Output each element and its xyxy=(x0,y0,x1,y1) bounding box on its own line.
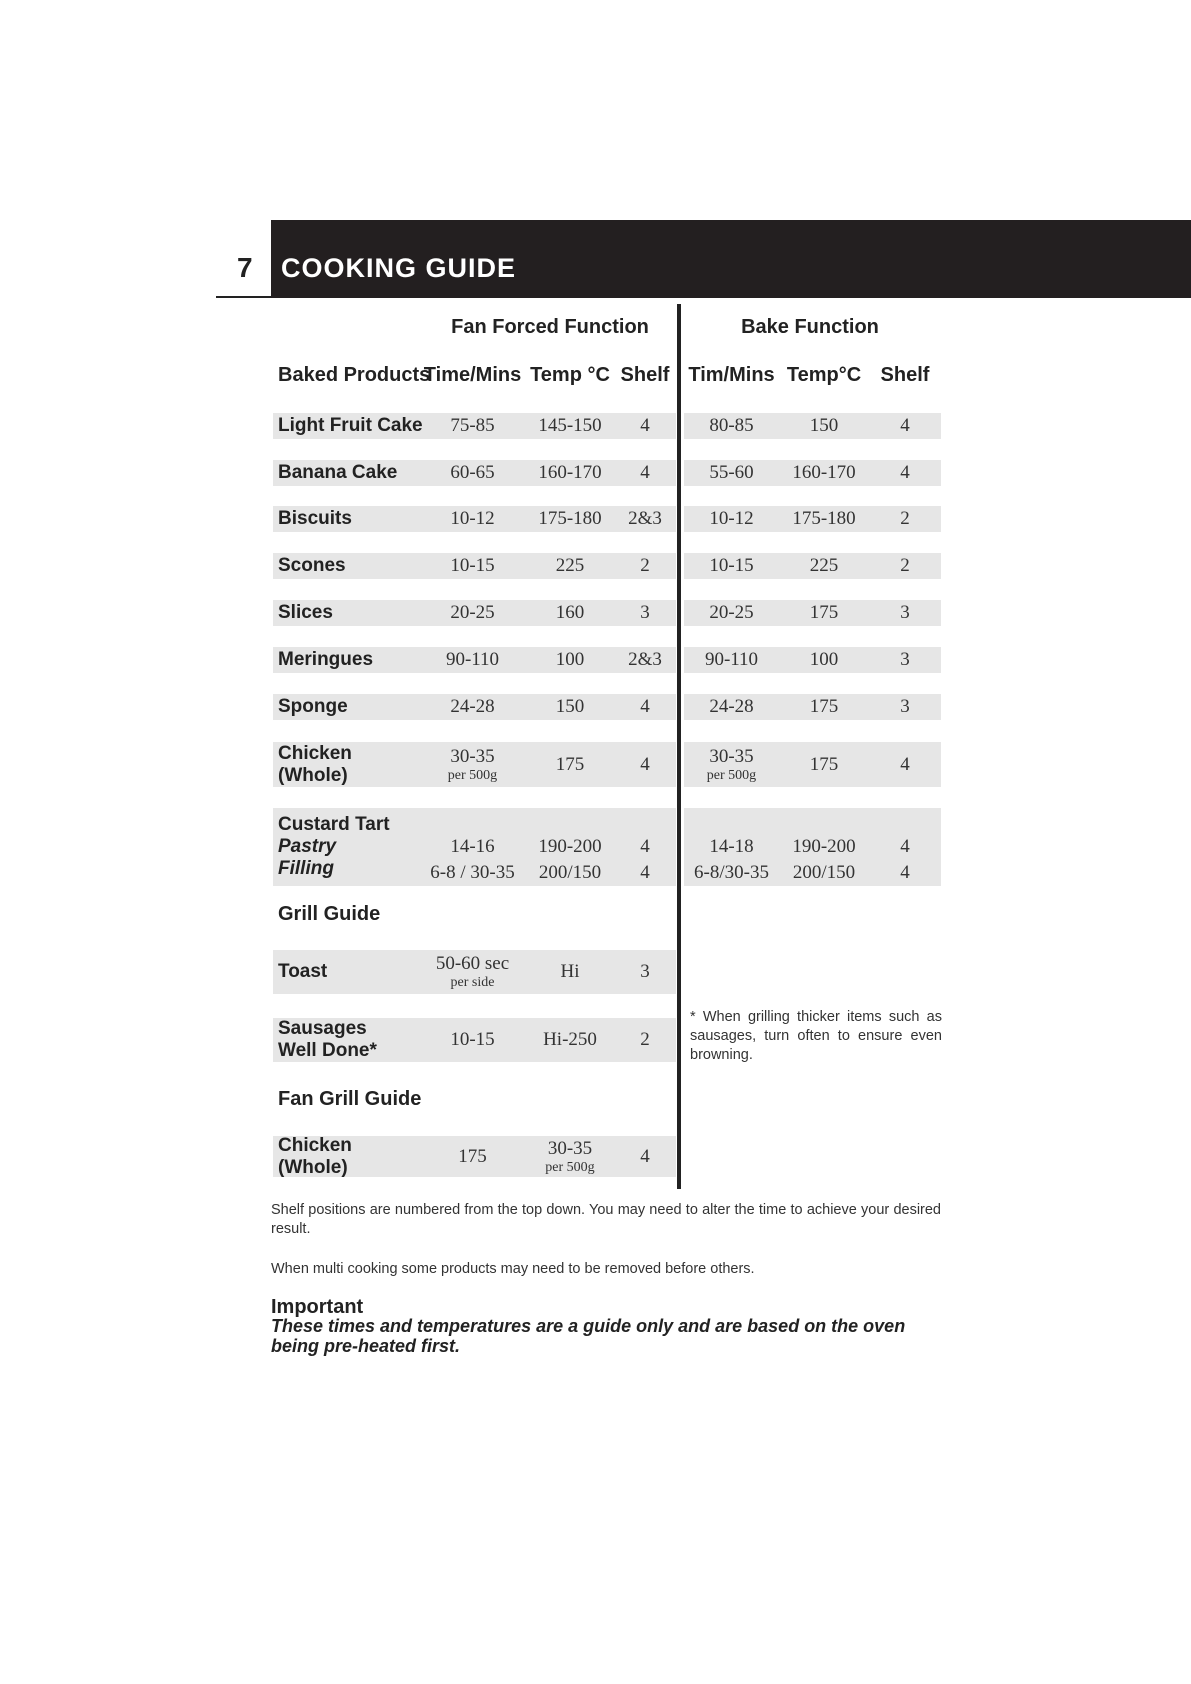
bake-function-header: Bake Function xyxy=(741,316,879,338)
col-header-fan-temp: Temp °C xyxy=(530,364,610,386)
table-row-fan-grill-chicken xyxy=(273,1136,941,1177)
table-row xyxy=(273,553,941,579)
fan-forced-header: Fan Forced Function xyxy=(451,316,649,338)
fan-temp-cell: 175-180 xyxy=(538,508,602,529)
table-row xyxy=(273,647,941,673)
table-row-chicken xyxy=(273,742,941,787)
row-name: Scones xyxy=(278,555,346,576)
fan-time-cell: 75-85 xyxy=(450,415,495,436)
fan-temp-cell: 160-170 xyxy=(538,462,602,483)
fan-grill-time-cell: 175 xyxy=(458,1145,487,1167)
col-header-product: Baked Products xyxy=(278,364,431,386)
bake-time-cell: 30-35 per 500g xyxy=(706,745,757,783)
fan-shelf-cell: 2&3 xyxy=(628,649,662,670)
fan-shelf-cell: 2 xyxy=(640,555,650,576)
col-header-bake-time: Tim/Mins xyxy=(688,364,775,386)
bake-time-cell: 55-60 xyxy=(709,462,754,483)
fan-time-cell: 30-35 per 500g xyxy=(447,745,498,783)
table-row-custard-tart xyxy=(273,808,941,886)
col-header-bake-temp: Temp°C xyxy=(786,364,862,386)
bake-temp-cell: 100 xyxy=(809,649,839,670)
bake-time-cell: 24-28 xyxy=(709,696,754,717)
fan-grill-temp-cell: 30-35 per 500g xyxy=(545,1137,595,1175)
table-row xyxy=(273,413,941,439)
bake-time-cell: 10-15 xyxy=(709,555,754,576)
bake-temp-cell: 190-200 200/150 xyxy=(792,836,856,883)
row-name: Biscuits xyxy=(278,508,352,529)
grill-shelf-cell: 2 xyxy=(640,1029,650,1050)
bake-time-cell: 80-85 xyxy=(709,415,754,436)
page-title: COOKING GUIDE xyxy=(281,253,517,283)
bake-temp-cell: 225 xyxy=(809,555,839,576)
fan-shelf-cell: 4 xyxy=(640,753,650,775)
bake-shelf-cell: 4 4 xyxy=(900,836,910,883)
fan-temp-cell: 190-200 200/150 xyxy=(538,836,602,883)
fan-shelf-cell: 4 4 xyxy=(640,836,650,883)
fan-shelf-cell: 3 xyxy=(640,602,650,623)
fan-temp-cell: 175 xyxy=(555,753,585,775)
bake-temp-cell: 175 xyxy=(809,602,839,623)
grill-time-cell: 50-60 sec per side xyxy=(435,953,510,990)
bake-shelf-cell: 4 xyxy=(900,415,910,436)
fan-grill-guide-heading: Fan Grill Guide xyxy=(278,1088,422,1110)
bake-shelf-cell: 3 xyxy=(900,696,910,717)
table-row xyxy=(273,506,941,532)
bake-shelf-cell: 4 xyxy=(900,462,910,483)
grill-temp-cell: Hi-250 xyxy=(543,1029,597,1050)
table-row xyxy=(273,600,941,626)
grill-shelf-cell: 3 xyxy=(640,961,650,982)
row-name: Sponge xyxy=(278,696,348,717)
grill-note: * When grilling thicker items such as sausages, turn often to ensure even browning. xyxy=(690,1009,942,1063)
row-name: Meringues xyxy=(278,649,374,670)
bake-shelf-cell: 3 xyxy=(900,602,910,623)
fan-temp-cell: 145-150 xyxy=(538,415,602,436)
grill-time-cell: 10-15 xyxy=(450,1029,495,1050)
fan-temp-cell: 225 xyxy=(555,555,585,576)
fan-grill-shelf-cell: 4 xyxy=(640,1145,650,1167)
fan-temp-cell: 100 xyxy=(555,649,585,670)
bake-temp-cell: 175 xyxy=(809,696,839,717)
bake-time-cell: 20-25 xyxy=(709,602,754,623)
fan-temp-cell: 150 xyxy=(555,696,585,717)
table-row xyxy=(273,460,941,486)
fan-shelf-cell: 4 xyxy=(640,462,650,483)
multi-cooking-text: When multi cooking some products may need to be removed before others. xyxy=(271,1261,755,1277)
col-header-fan-shelf: Shelf xyxy=(620,364,670,386)
bake-shelf-cell: 4 xyxy=(900,753,910,775)
row-name: Banana Cake xyxy=(278,462,398,483)
fan-temp-cell: 160 xyxy=(555,602,585,623)
bake-temp-cell: 150 xyxy=(809,415,839,436)
fan-shelf-cell: 2&3 xyxy=(628,508,662,529)
row-name: Chicken (Whole) xyxy=(278,1134,352,1178)
fan-time-cell: 90-110 xyxy=(445,649,500,670)
fan-time-cell: 10-15 xyxy=(450,555,495,576)
bake-time-cell: 10-12 xyxy=(709,508,754,529)
col-header-fan-time: Time/Mins xyxy=(423,364,522,386)
bake-temp-cell: 175 xyxy=(809,753,839,775)
table-row xyxy=(273,694,941,720)
fan-shelf-cell: 4 xyxy=(640,415,650,436)
fan-shelf-cell: 4 xyxy=(640,696,650,717)
row-name: Toast xyxy=(278,961,328,982)
row-name: Light Fruit Cake xyxy=(278,415,423,436)
fan-time-cell: 60-65 xyxy=(450,462,495,483)
important-text: These times and temperatures are a guide only and are based on the oven being pre-heated first. xyxy=(271,1316,906,1356)
section-number: 7 xyxy=(237,252,253,283)
shelf-positions-text: Shelf positions are numbered from the top down. You may need to alter the time to achieve your desired result. xyxy=(271,1202,941,1237)
fan-time-cell: 20-25 xyxy=(450,602,495,623)
col-header-bake-shelf: Shelf xyxy=(880,364,930,386)
row-name: Sausages Well Done* xyxy=(278,1018,377,1061)
important-heading: Important xyxy=(271,1296,364,1318)
fan-time-cell: 14-16 6-8 / 30-35 xyxy=(430,836,515,883)
fan-time-cell: 10-12 xyxy=(450,508,495,529)
bake-shelf-cell: 3 xyxy=(900,649,910,670)
bake-time-cell: 90-110 xyxy=(704,649,759,670)
row-name: Custard Tart Pastry Filling xyxy=(278,814,390,879)
bake-shelf-cell: 2 xyxy=(900,508,910,529)
bake-temp-cell: 160-170 xyxy=(792,462,856,483)
bake-time-cell: 14-18 6-8/30-35 xyxy=(694,836,769,883)
fan-time-cell: 24-28 xyxy=(450,696,495,717)
bake-shelf-cell: 2 xyxy=(900,555,910,576)
section-number-underline xyxy=(216,296,272,298)
row-name: Slices xyxy=(278,602,333,623)
table-row-toast xyxy=(273,950,941,994)
grill-temp-cell: Hi xyxy=(560,961,580,982)
grill-guide-heading: Grill Guide xyxy=(278,903,381,925)
bake-temp-cell: 175-180 xyxy=(792,508,856,529)
row-name: Chicken (Whole) xyxy=(278,742,352,786)
